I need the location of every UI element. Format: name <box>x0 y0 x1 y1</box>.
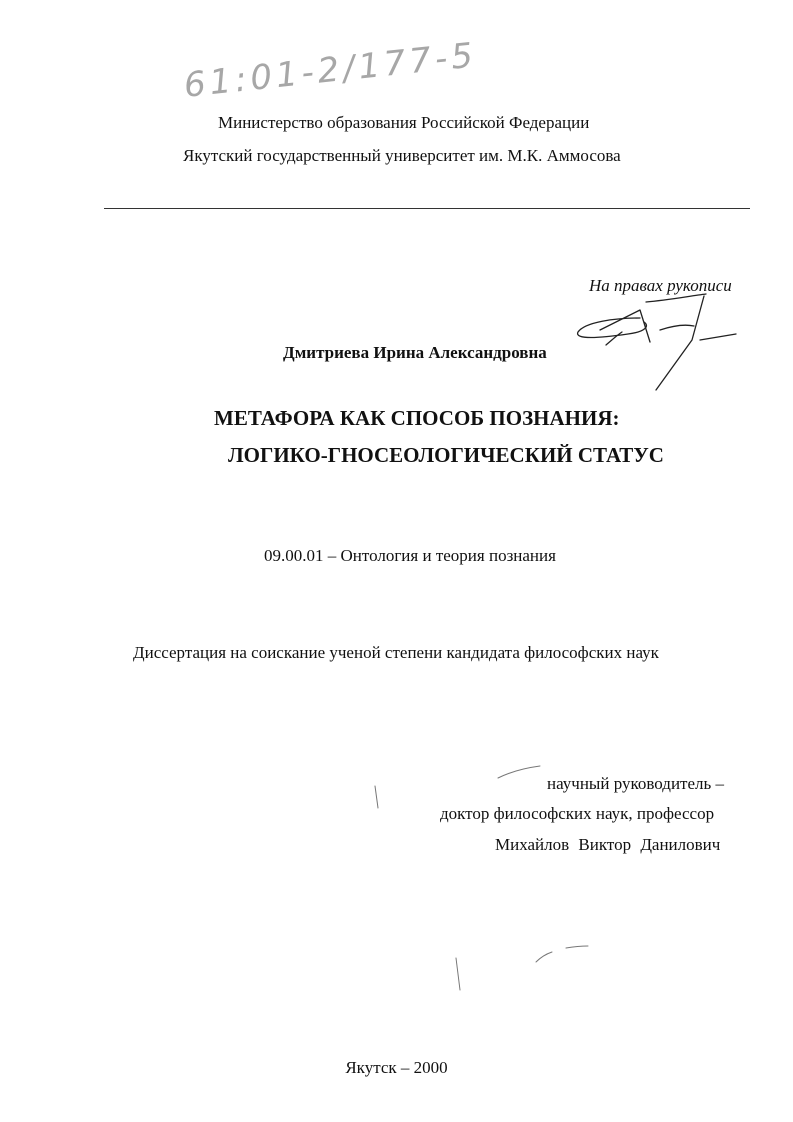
thesis-title-line-1: МЕТАФОРА КАК СПОСОБ ПОЗНАНИЯ: <box>214 406 620 430</box>
ministry-name: Министерство образования Российской Федерации <box>218 113 590 132</box>
handwritten-archive-code: 61:01-2/177-5 <box>182 35 479 106</box>
manuscript-rights-note: На правах рукописи <box>589 276 732 295</box>
university-name: Якутский государственный университет им. М.К. Аммосова <box>183 146 621 165</box>
stray-pencil-marks <box>375 766 588 990</box>
degree-statement: Диссертация на соискание ученой степени кандидата философских наук <box>133 643 659 662</box>
thesis-title-line-2: ЛОГИКО-ГНОСЕОЛОГИЧЕСКИЙ СТАТУС <box>228 443 664 467</box>
specialty-code: 09.00.01 – Онтология и теория познания <box>264 546 556 565</box>
pen-check-mark <box>536 952 552 962</box>
supervisor-label: научный руководитель – <box>547 774 724 793</box>
supervisor-name: Михайлов Виктор Данилович <box>495 835 721 854</box>
supervisor-academic-title: доктор философских наук, профессор <box>440 804 715 823</box>
signature-icon <box>578 294 736 390</box>
pen-dash-mark <box>566 946 588 948</box>
pen-stroke-mark <box>498 766 540 778</box>
author-name: Дмитриева Ирина Александровна <box>283 343 547 362</box>
pencil-tick-mark <box>456 958 460 990</box>
city-and-year: Якутск – 2000 <box>345 1058 448 1077</box>
pencil-tick-mark <box>375 786 378 808</box>
